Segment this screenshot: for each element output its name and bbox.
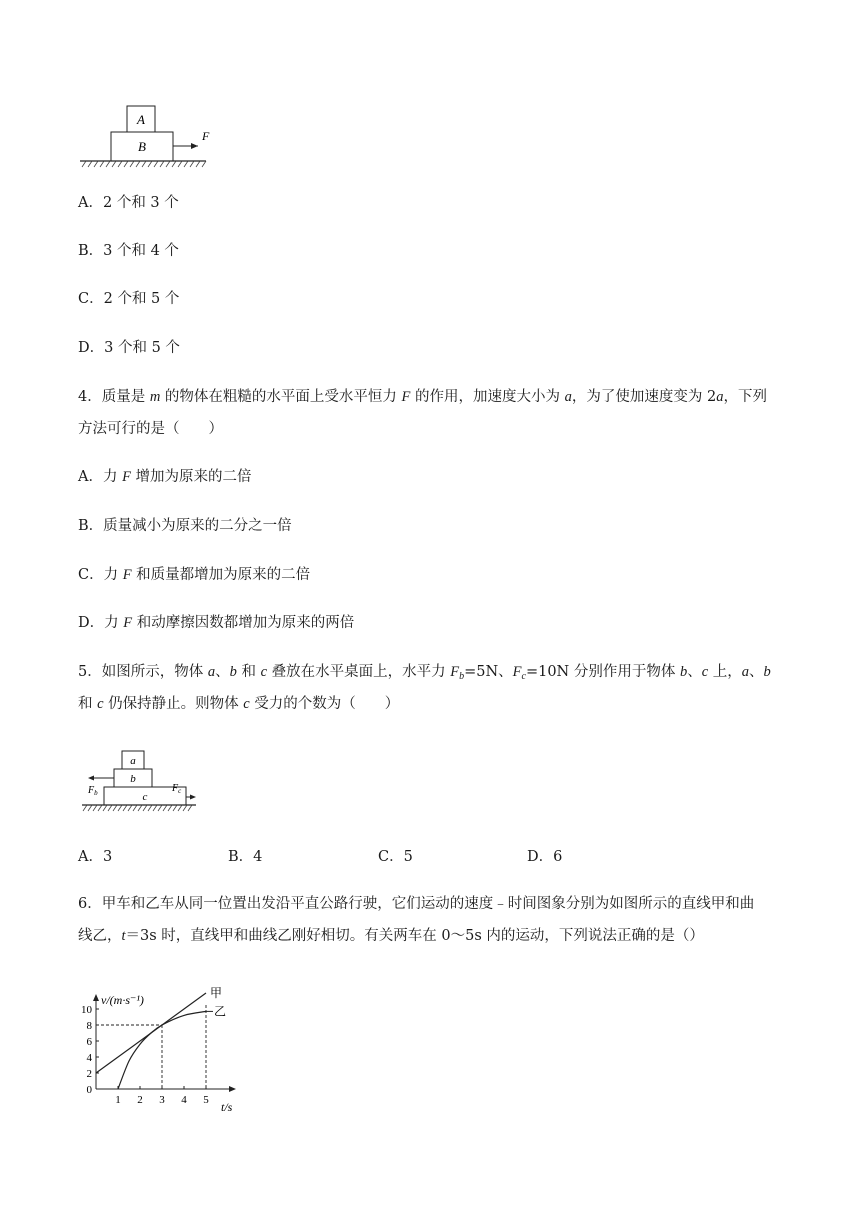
y-tick-label: 2 bbox=[86, 1068, 92, 1080]
q5-option-d: D．6 bbox=[527, 849, 563, 865]
x-tick-label: 5 bbox=[203, 1094, 209, 1106]
y-axis-arrowhead bbox=[93, 994, 99, 1001]
q5-option-a: A．3 bbox=[78, 849, 113, 865]
force-fc-arrowhead bbox=[190, 795, 196, 800]
q3-option-d: D．3 个和 5 个 bbox=[78, 340, 180, 356]
label-a-small: a bbox=[130, 755, 136, 767]
label-c-small: c bbox=[142, 791, 148, 803]
ground-hatch bbox=[82, 161, 206, 167]
y-tick-label: 8 bbox=[86, 1020, 92, 1032]
y-tick-label: 10 bbox=[81, 1004, 92, 1016]
label-b-small: b bbox=[130, 773, 136, 785]
ground-hatch-small bbox=[83, 805, 192, 811]
q4-option-d: D．力 F 和动摩擦因数都增加为原来的两倍 bbox=[78, 615, 355, 631]
y-axis-label: v/(m·s⁻¹) bbox=[101, 993, 144, 1007]
x-tick-label: 2 bbox=[137, 1094, 143, 1106]
y-tick-label: 6 bbox=[86, 1036, 92, 1048]
q4-option-c: C．力 F 和质量都增加为原来的二倍 bbox=[78, 567, 311, 583]
label-fc: $F_c$ bbox=[172, 783, 182, 795]
q4-stem-line2: 方法可行的是（ ） bbox=[78, 421, 223, 437]
series-yi-label: 乙 bbox=[214, 1004, 227, 1019]
y-tick-label: 0 bbox=[86, 1084, 92, 1096]
q3-option-b: B．3 个和 4 个 bbox=[78, 243, 179, 259]
label-fb: $F_b$ bbox=[88, 785, 98, 797]
figure-blocks-abc bbox=[80, 748, 200, 816]
force-arrowhead bbox=[191, 143, 198, 149]
q5-option-b: B．4 bbox=[228, 849, 263, 865]
q6-stem-line1: 6．甲车和乙车从同一位置出发沿平直公路行驶，它们运动的速度﹣时间图象分别为如图所示的直线甲和曲 bbox=[78, 896, 755, 912]
q5-option-c: C．5 bbox=[378, 849, 413, 865]
q5-stem-line2: 和 c 仍保持静止。则物体 c 受力的个数为（ ） bbox=[78, 696, 400, 712]
figure-blocks-ab bbox=[78, 102, 218, 172]
x-tick-label: 1 bbox=[115, 1094, 121, 1106]
label-force: F bbox=[202, 129, 210, 143]
x-axis-label: t/s bbox=[221, 1100, 233, 1114]
x-tick-label: 4 bbox=[181, 1094, 187, 1106]
force-fb-arrowhead bbox=[88, 776, 94, 781]
x-tick-label: 3 bbox=[159, 1094, 165, 1106]
x-axis-arrowhead bbox=[229, 1086, 236, 1092]
series-jia-label: 甲 bbox=[210, 986, 223, 1000]
label-a: A bbox=[137, 112, 145, 127]
velocity-time-chart bbox=[74, 966, 274, 1116]
q3-option-a: A．2 个和 3 个 bbox=[78, 195, 179, 211]
label-b: B bbox=[138, 139, 146, 154]
q4-option-a: A．力 F 增加为原来的二倍 bbox=[78, 469, 252, 485]
q5-stem-line1: 5．如图所示，物体 a、b 和 c 叠放在水平桌面上，水平力 $F_b=5N$、$F_c=10N$ 分别作用于物体 b、c 上，a、b bbox=[78, 664, 771, 682]
q3-option-c: C．2 个和 5 个 bbox=[78, 291, 180, 307]
q6-stem-line2: 线乙，t＝3s 时，直线甲和曲线乙刚好相切。有关两车在 0～5s 内的运动，下列说法正确的是（） bbox=[78, 928, 704, 944]
q4-stem-line1: 4．质量是 m 的物体在粗糙的水平面上受水平恒力 F 的作用，加速度大小为 a，为了使加速度变为 2a，下列 bbox=[78, 389, 767, 405]
y-tick-label: 4 bbox=[86, 1052, 92, 1064]
q4-option-b: B．质量减小为原来的二分之一倍 bbox=[78, 518, 292, 534]
